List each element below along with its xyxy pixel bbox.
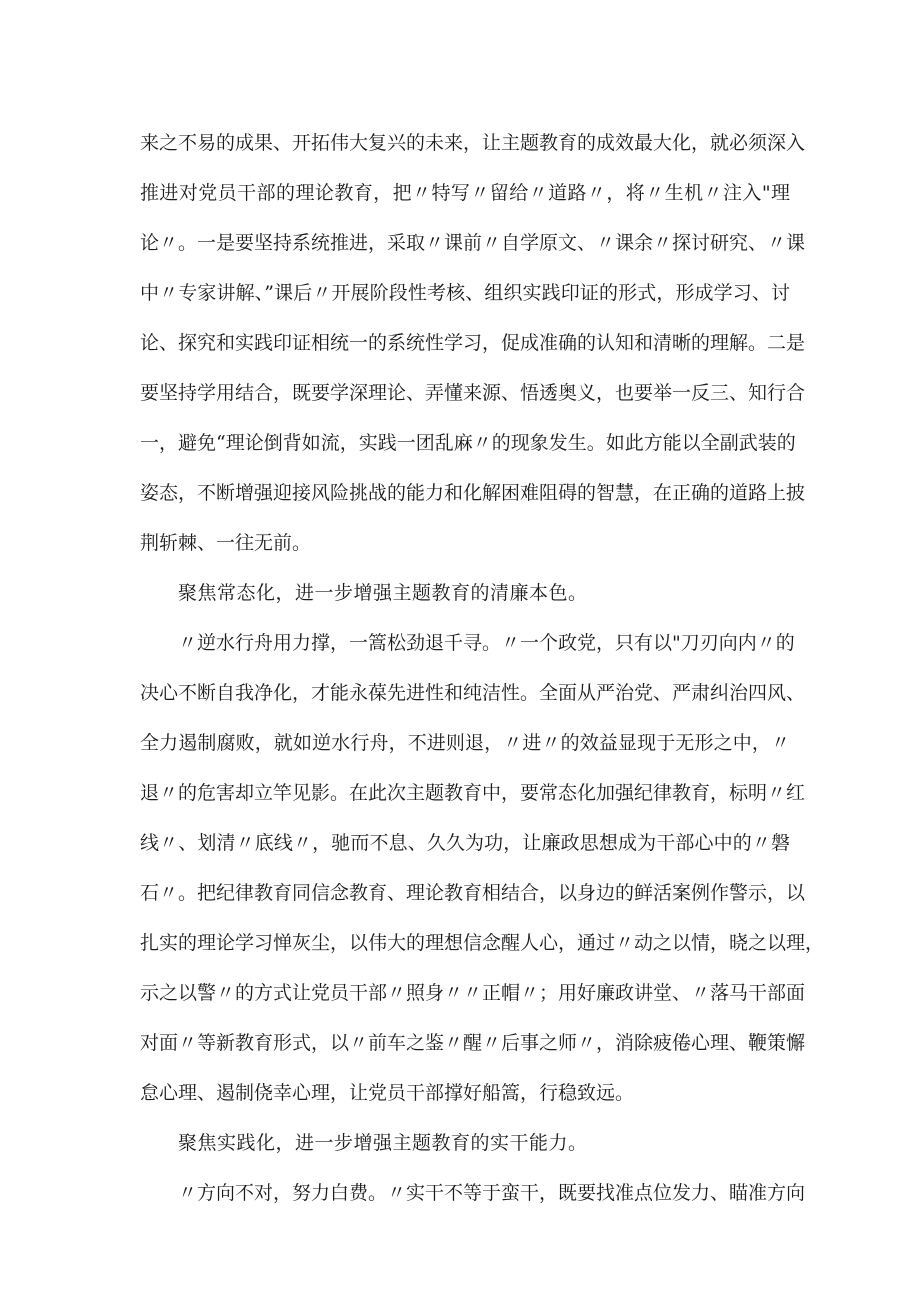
paragraph-line: 怠心理、遏制侥幸心理，让党员干部撑好船篙，行稳致远。 (140, 1082, 635, 1104)
paragraph-line: 中〃专家讲解、”课后〃开展阶段性考核、组织实践印证的形式，形成学习、讨 (140, 282, 790, 304)
paragraph-line: 对面〃等新教育形式，以〃前车之鉴〃醒〃后事之师〃，消除疲倦心理、鞭策懈 (140, 1032, 806, 1054)
paragraph-line: 〃逆水行舟用力撑，一篙松劲退千寻。〃一个政党，只有以"刀刃向内〃的 (178, 632, 795, 654)
paragraph-line: 线〃、划清〃底线〃，驰而不息、久久为功，让廉政思想成为干部心中的〃磐 (140, 832, 790, 854)
paragraph-line: 要坚持学用结合，既要学深理论、弄懂来源、悟透奥义，也要举一反三、知行合 (140, 382, 806, 404)
paragraph-line: 示之以警〃的方式让党员干部〃照身〃〃正帽〃；用好廉政讲堂、〃落马干部面 (140, 982, 806, 1004)
paragraph-line: 推进对党员干部的理论教育，把〃特写〃留给〃道路〃，将〃生机〃注入"理 (140, 182, 790, 204)
section-heading: 聚焦实践化，进一步增强主题教育的实干能力。 (178, 1132, 588, 1154)
paragraph-line: 一，避免“理论倒背如流，实践一团乱麻〃的现象发生。如此方能以全副武装的 (140, 432, 796, 454)
paragraph-line: 来之不易的成果、开拓伟大复兴的未来，让主题教育的成效最大化，就必须深入 (140, 132, 806, 154)
paragraph-line: 姿态，不断增强迎接风险挑战的能力和化解困难阻碍的智慧，在正确的道路上披 (140, 482, 806, 504)
section-heading: 聚焦常态化，进一步增强主题教育的清廉本色。 (178, 582, 588, 604)
paragraph-line: 退〃的危害却立竿见影。在此次主题教育中，要常态化加强纪律教育，标明〃红 (140, 782, 806, 804)
paragraph-line: 荆斩棘、一往无前。 (140, 532, 312, 554)
paragraph-line: 扎实的理论学习惮灰尘，以伟大的理想信念醒人心，通过〃动之以情，晓之以理， (140, 932, 825, 954)
paragraph-line: 决心不断自我净化，才能永葆先进性和纯洁性。全面从严治党、严肃纠治四风、 (140, 682, 806, 704)
paragraph-line: 论、探究和实践印证相统一的系统性学习，促成准确的认知和清晰的理解。二是 (140, 332, 806, 354)
paragraph-line: 全力遏制腐败，就如逆水行舟，不进则退，〃进〃的效益显现于无形之中，〃 (140, 732, 790, 754)
paragraph-line: 石〃。把纪律教育同信念教育、理论教育相结合，以身边的鲜活案例作警示，以 (140, 882, 806, 904)
paragraph-line: 论〃。一是要坚持系统推进，采取〃课前〃自学原文、〃课余〃探讨研究、〃课 (140, 232, 806, 254)
paragraph-line: 〃方向不对，努力白费。〃实干不等于蛮干，既要找准点位发力、瞄准方向 (178, 1182, 806, 1204)
